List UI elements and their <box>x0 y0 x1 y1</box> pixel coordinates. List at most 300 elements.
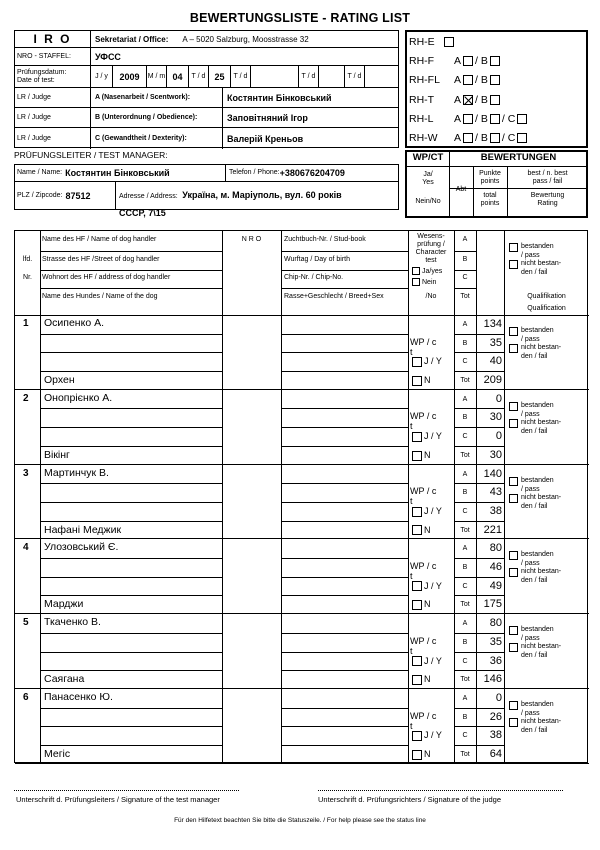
pass-label-en: / pass <box>521 410 540 418</box>
fail-label: nicht bestan- <box>521 643 562 651</box>
wpct-label-1: WP / c <box>410 710 437 721</box>
score-label-a: A <box>462 695 468 702</box>
office-cell <box>90 31 400 47</box>
day-value: 25 <box>208 66 230 87</box>
score-label-a: A <box>462 470 468 478</box>
pass-label: bestanden <box>521 551 554 559</box>
fail-label: nicht bestan- <box>521 344 562 351</box>
judge-a-section: A (Nasenarbeit / Scentwork): <box>90 88 222 107</box>
score-label-tot: Tot <box>460 526 470 534</box>
wpct-label-2: t <box>410 421 413 432</box>
wpct-yes-label: J / Y <box>424 730 442 741</box>
th-lfd: lfd. <box>22 256 33 263</box>
judge-signature-label: Unterschrift d. Prüfungsrichters / Signature of the judge <box>318 795 502 804</box>
help-text: Für den Hilfetext beachten Sie bitte die Statuszeile. / For help please see the status line <box>174 817 426 824</box>
th-pass-checkbox <box>509 243 518 252</box>
office-value: A – 5020 Salzburg, Moosstrasse 32 <box>182 34 309 44</box>
date-blank-2 <box>318 66 344 87</box>
rh-l-label: RH-L <box>409 112 434 125</box>
th-b: B <box>462 256 468 263</box>
nro-label: NRO - STAFFEL: <box>17 52 71 60</box>
fail-checkbox[interactable] <box>509 643 518 652</box>
th-tot: Tot <box>460 293 470 300</box>
date-label <box>17 66 90 87</box>
wpct-label-2: t <box>410 346 413 357</box>
date-label-de: Prüfungsdatum: <box>17 68 67 76</box>
pass-checkbox[interactable] <box>509 477 518 486</box>
score-label-b: B <box>462 564 468 572</box>
fail-label-en: den / fail <box>521 652 548 660</box>
wpct-label-1: WP / c <box>410 561 437 572</box>
score-b[interactable]: 35 <box>489 336 502 349</box>
wpct-no-label: N <box>424 375 431 386</box>
score-label-a: A <box>462 321 468 328</box>
rh-t-b-checkbox[interactable] <box>490 95 500 105</box>
rh-fl-label: RH-FL <box>409 74 440 87</box>
wpct-no-label: N <box>424 674 431 685</box>
pass-checkbox[interactable] <box>509 551 518 560</box>
manager-zip: 87512 <box>65 190 91 201</box>
wpct-yes-label: J / Y <box>424 356 442 367</box>
pass-fail-block <box>509 626 561 660</box>
rh-f[interactable] <box>407 51 586 70</box>
wpct-no[interactable] <box>410 749 431 760</box>
judge-b-section: B (Unterordnung / Obedience): <box>90 108 222 127</box>
wpct-label-2: t <box>410 720 413 731</box>
score-label-b: B <box>462 489 468 497</box>
handler-name[interactable]: Осипенко А. <box>44 317 104 329</box>
page-title: BEWERTUNGSLISTE - RATING LIST <box>189 11 411 25</box>
score-b[interactable]: 43 <box>489 486 502 499</box>
pass-fail-block <box>509 551 561 585</box>
manager-phone-cell <box>225 165 400 181</box>
fail-label: nicht bestan- <box>521 418 562 426</box>
pass-checkbox[interactable] <box>509 327 518 336</box>
score-a[interactable]: 0 <box>495 392 502 405</box>
wpct-yes-label: J / Y <box>424 505 442 516</box>
rh-w-label: RH-W <box>409 132 438 145</box>
th-qualification: Qualification <box>527 305 566 312</box>
wpct-label <box>410 711 436 731</box>
score-a[interactable]: 0 <box>495 692 502 704</box>
th-birthday: Wurftag / Day of birth <box>284 256 351 263</box>
date-blank-3 <box>364 66 400 87</box>
ratings-points: points <box>480 178 500 185</box>
score-label-c: C <box>462 657 468 665</box>
rh-t-a-checkbox-checked[interactable] <box>463 95 473 105</box>
rh-w-opt-c: / C <box>501 132 516 145</box>
judge-b-label: LR / Judge <box>17 113 51 121</box>
row-number: 1 <box>23 318 29 329</box>
rh-l-opt-a: A <box>454 112 462 125</box>
wpct-no-label: N <box>424 449 431 460</box>
score-tot[interactable]: 175 <box>483 598 502 611</box>
fail-label: nicht bestan- <box>521 718 562 725</box>
pass-label-en: / pass <box>521 560 540 568</box>
ratings-title: BEWERTUNGEN <box>480 152 557 163</box>
pass-label-en: / pass <box>521 635 540 643</box>
fail-checkbox[interactable] <box>509 494 518 503</box>
score-label-b: B <box>462 638 468 646</box>
ratings-total-points: points <box>480 200 500 207</box>
wpct-yes: Yes <box>422 179 434 186</box>
score-a[interactable]: 134 <box>483 318 502 330</box>
table-row <box>15 390 589 465</box>
fail-checkbox[interactable] <box>509 568 518 577</box>
row-number: 2 <box>23 392 29 404</box>
th-handler-street: Strasse des HF /Street of dog handler <box>42 256 160 263</box>
judge-row-c <box>15 128 398 149</box>
pass-checkbox[interactable] <box>509 626 518 635</box>
score-label-b: B <box>462 414 468 422</box>
rh-l-opt-c: / C <box>501 112 516 125</box>
score-label-tot: Tot <box>460 377 470 385</box>
score-c[interactable]: 38 <box>489 729 502 742</box>
wpct-no-checkbox[interactable] <box>412 376 422 386</box>
th-a: A <box>462 236 468 243</box>
fail-label-en: den / fail <box>521 353 548 360</box>
manager-phone-label: Telefon / Phone: <box>229 169 280 176</box>
dog-name[interactable]: Вікінг <box>44 448 70 461</box>
table-row <box>15 689 589 764</box>
pass-fail-block <box>509 477 561 511</box>
row-number: 4 <box>23 542 29 554</box>
rh-t-opt-a: A <box>454 93 462 106</box>
rh-w-opt-b: / B <box>475 132 488 145</box>
score-c[interactable]: 0 <box>495 430 502 443</box>
handler-name[interactable]: Панасенко Ю. <box>44 691 113 703</box>
rh-f-label: RH-F <box>409 54 435 67</box>
score-tot[interactable]: 221 <box>483 523 502 536</box>
score-label-c: C <box>462 732 468 740</box>
rh-t-opt-b: / B <box>475 93 488 106</box>
th-character-yes <box>412 267 442 276</box>
score-label-c: C <box>462 582 468 590</box>
judge-c-section: C (Gewandtheit / Dexterity): <box>90 128 222 149</box>
ratings-punkte: Punkte <box>479 170 501 177</box>
rh-w[interactable] <box>407 129 586 148</box>
score-b[interactable]: 26 <box>489 710 502 723</box>
wpct-label-1: WP / c <box>410 336 437 347</box>
date-blank-1 <box>250 66 298 87</box>
rh-l[interactable] <box>407 109 586 128</box>
wpct-label <box>410 561 436 581</box>
rh-fl-opt-b: / B <box>475 74 488 87</box>
wpct-yes[interactable] <box>410 431 442 442</box>
score-c[interactable]: 49 <box>489 579 502 592</box>
rh-f-b-checkbox[interactable] <box>490 56 500 66</box>
wpct-no[interactable] <box>410 525 431 536</box>
wpct-yes-checkbox[interactable] <box>412 731 422 741</box>
th-fail-checkbox <box>509 260 518 269</box>
manager-name: Костянтин Бінковський <box>65 168 170 178</box>
row-number: 3 <box>23 467 29 479</box>
wpct-title: WP/CT <box>412 152 444 163</box>
th-nr: Nr. <box>23 274 32 281</box>
rh-t-label: RH-T <box>409 93 435 106</box>
test-manager-heading: PRÜFUNGSLEITER / TEST MANAGER: <box>14 150 168 160</box>
wpct-label <box>410 486 436 506</box>
pass-label: bestanden <box>521 476 554 484</box>
pass-checkbox[interactable] <box>509 402 518 411</box>
wpct-label <box>410 337 436 357</box>
judge-a-name: Костянтин Бінковський <box>222 88 400 107</box>
judge-b-name: Заповітняний Ігор <box>222 108 400 127</box>
dog-name[interactable]: Саягана <box>44 673 85 686</box>
score-a[interactable]: 80 <box>489 617 502 630</box>
th-chip: Chip-Nr. / Chip-No. <box>284 274 344 281</box>
th-no-label: Nein <box>422 278 437 286</box>
wpct-yes-checkbox[interactable] <box>412 432 422 442</box>
row-number: 6 <box>23 692 29 703</box>
th-handler-name: Name des HF / Name of dog handler <box>42 236 157 243</box>
th-pass-label: bestanden <box>521 243 554 250</box>
fail-checkbox[interactable] <box>509 419 518 428</box>
dog-name[interactable]: Орхен <box>44 374 75 387</box>
pass-label: bestanden <box>521 701 554 708</box>
wpct-no-checkbox[interactable] <box>412 525 422 535</box>
header-row-nro <box>15 48 398 66</box>
rh-e[interactable] <box>407 32 586 51</box>
th-fail-label: nicht bestan- <box>521 260 562 267</box>
dog-name[interactable]: Мегіс <box>44 748 71 761</box>
score-a[interactable]: 80 <box>489 542 502 555</box>
ratings-best: best / n. best <box>527 170 568 177</box>
th-qualifikation: Qualifikation <box>527 293 566 300</box>
wpct-nein: Nein/No <box>415 198 441 205</box>
manager-signature-label: Unterschrift d. Prüfungsleiters / Signature of the test manager <box>16 795 220 804</box>
score-c[interactable]: 38 <box>489 504 502 517</box>
manager-address-line-1: Україна, м. Маріуполь, вул. 60 років <box>182 190 342 200</box>
rh-class-box <box>405 30 588 148</box>
rh-l-b-checkbox[interactable] <box>490 114 500 124</box>
day-label-4: T / d <box>344 66 364 87</box>
score-tot[interactable]: 146 <box>483 673 502 686</box>
fail-checkbox[interactable] <box>509 718 518 727</box>
manager-zip-cell <box>17 182 115 209</box>
rh-fl-b-checkbox[interactable] <box>490 75 500 85</box>
pass-fail-block <box>509 701 561 735</box>
score-tot[interactable]: 30 <box>489 448 502 461</box>
pass-label-en: / pass <box>521 710 540 717</box>
th-dog-name: Name des Hundes / Name of the dog <box>42 293 158 300</box>
wpct-label <box>410 411 436 431</box>
table-row <box>15 465 589 540</box>
fail-label-en: den / fail <box>521 427 548 435</box>
fail-label: nicht bestan- <box>521 568 562 576</box>
rh-l-opt-b: / B <box>475 112 488 125</box>
day-label: T / d <box>188 66 208 87</box>
th-character-no <box>412 278 436 287</box>
fail-checkbox[interactable] <box>509 344 518 353</box>
table-row <box>15 614 589 689</box>
score-label-a: A <box>462 545 468 553</box>
judge-signature-line[interactable] <box>318 790 563 791</box>
score-b[interactable]: 46 <box>489 561 502 574</box>
year-label: J / y <box>90 66 112 87</box>
pass-label-en: / pass <box>521 336 540 343</box>
org-name: I R O <box>33 32 72 46</box>
manager-name-cell <box>17 165 225 181</box>
rh-f-a-checkbox[interactable] <box>463 56 473 66</box>
wpct-yes-label: J / Y <box>424 431 442 442</box>
wpct-no-label: N <box>424 749 431 760</box>
wpct-yes-checkbox[interactable] <box>412 656 422 666</box>
th-fail-en: den / fail <box>521 269 548 276</box>
ratings-rating: Rating <box>537 200 558 207</box>
table-row <box>15 539 589 614</box>
test-manager-block <box>14 150 399 218</box>
pass-label: bestanden <box>521 626 554 634</box>
manager-signature-line[interactable] <box>14 790 239 791</box>
office-label: Sekretariat / Office: <box>95 34 169 44</box>
handler-name[interactable]: Улозовський Є. <box>44 541 119 554</box>
judge-c-name: Валерій Креньов <box>222 128 400 149</box>
score-label-a: A <box>462 395 468 403</box>
fail-label-en: den / fail <box>521 502 548 510</box>
rh-w-a-checkbox[interactable] <box>463 133 473 143</box>
rh-t[interactable] <box>407 90 586 109</box>
wpct-yes[interactable] <box>410 656 442 667</box>
wpct-yes-checkbox[interactable] <box>412 507 422 517</box>
year-value: 2009 <box>112 66 146 87</box>
wpct-label-1: WP / c <box>410 486 437 497</box>
manager-zip-label: PLZ / Zipcode: <box>17 191 63 199</box>
wpct-no-checkbox[interactable] <box>412 675 422 685</box>
table-row <box>15 315 589 390</box>
th-handler-address: Wohnort des HF / address of dog handler <box>42 274 171 281</box>
score-c[interactable]: 40 <box>489 355 502 368</box>
ratings-bewertung: Bewertung <box>530 192 565 199</box>
wpct-yes-label: J / Y <box>424 655 442 666</box>
th-character-no-2: /No <box>425 293 437 300</box>
score-a[interactable]: 140 <box>483 467 502 480</box>
score-label-b: B <box>462 339 468 347</box>
rh-l-c-checkbox[interactable] <box>517 114 527 124</box>
wpct-no[interactable] <box>410 450 431 461</box>
wpct-no[interactable] <box>410 375 431 386</box>
rh-fl-a-checkbox[interactable] <box>463 75 473 85</box>
th-studbook: Zuchtbuch-Nr. / Stud-book <box>284 236 366 243</box>
manager-row-address <box>14 182 399 218</box>
score-b[interactable]: 30 <box>489 411 502 424</box>
th-no-checkbox <box>412 278 420 286</box>
score-label-c: C <box>462 358 468 366</box>
rh-w-b-checkbox[interactable] <box>490 133 500 143</box>
th-character-3: Character <box>415 249 447 256</box>
wpct-yes[interactable] <box>410 581 442 592</box>
header-row-office <box>15 31 398 48</box>
wpct-yes[interactable] <box>410 506 442 517</box>
manager-name-label: Name / Name: <box>17 169 63 176</box>
rh-f-opt-b: / B <box>475 54 488 67</box>
score-label-c: C <box>462 507 468 515</box>
th-character-4: test <box>425 257 437 264</box>
pass-checkbox[interactable] <box>509 701 518 710</box>
th-yes-label: Ja/yes <box>422 267 443 275</box>
rh-fl[interactable] <box>407 71 586 90</box>
wpct-label-2: t <box>410 645 413 656</box>
manager-row-name <box>14 164 399 182</box>
wpct-ratings-box <box>405 150 588 218</box>
score-tot[interactable]: 64 <box>489 748 502 761</box>
wpct-no-checkbox[interactable] <box>412 600 422 610</box>
handler-name[interactable]: Ткаченко В. <box>44 616 101 629</box>
th-character-2: prüfung / <box>417 241 445 248</box>
handler-name[interactable]: Мартинчук В. <box>44 466 109 479</box>
ratings-abt: Abt <box>455 186 467 193</box>
nro-value: УФСС <box>90 48 400 65</box>
pass-label-en: / pass <box>521 485 540 493</box>
judge-row-b <box>15 108 398 128</box>
score-tot[interactable]: 209 <box>483 374 502 387</box>
score-label-tot: Tot <box>460 601 470 609</box>
wpct-no[interactable] <box>410 674 431 685</box>
dog-name[interactable]: Нафані Меджик <box>44 523 122 536</box>
wpct-yes[interactable] <box>410 356 442 367</box>
header-row-date <box>15 66 398 88</box>
wpct-no[interactable] <box>410 599 431 610</box>
wpct-label-2: t <box>410 496 413 507</box>
wpct-no-label: N <box>424 599 431 610</box>
rh-w-c-checkbox[interactable] <box>517 133 527 143</box>
ratings-total: total <box>483 192 497 199</box>
manager-address-line-2: СССР, 7\15 <box>119 208 166 218</box>
wpct-yes-checkbox[interactable] <box>412 357 422 367</box>
rating-table <box>14 230 588 763</box>
score-label-a: A <box>462 620 468 628</box>
rh-e-label: RH-E <box>409 35 435 48</box>
th-c: C <box>462 274 468 281</box>
score-label-b: B <box>462 713 468 721</box>
day-label-3: T / d <box>298 66 318 87</box>
judge-c-label: LR / Judge <box>17 134 51 142</box>
score-label-tot: Tot <box>460 676 470 684</box>
pass-fail-block <box>509 402 561 436</box>
day-label-2: T / d <box>230 66 250 87</box>
wpct-no-checkbox[interactable] <box>412 451 422 461</box>
th-breed-sex: Rasse+Geschlecht / Breed+Sex <box>284 293 384 300</box>
score-label-tot: Tot <box>460 751 470 759</box>
score-b[interactable]: 35 <box>489 635 502 648</box>
handler-name[interactable]: Онопрієнко А. <box>44 391 113 404</box>
judge-row-a <box>15 88 398 108</box>
dog-name[interactable]: Марджи <box>44 598 84 611</box>
wpct-label-2: t <box>410 571 413 582</box>
manager-address-label: Adresse / Address: <box>119 193 178 200</box>
pass-label: bestanden <box>521 401 554 409</box>
wpct-no-checkbox[interactable] <box>412 750 422 760</box>
th-pass-en: / pass <box>521 252 540 259</box>
wpct-label <box>410 636 436 656</box>
wpct-yes-checkbox[interactable] <box>412 581 422 591</box>
rh-fl-opt-a: A <box>454 74 462 87</box>
pass-fail-block <box>509 327 561 361</box>
rh-l-a-checkbox[interactable] <box>463 114 473 124</box>
fail-label-en: den / fail <box>521 577 548 585</box>
wpct-yes-label: J / Y <box>424 580 442 591</box>
th-pass-block <box>509 243 561 277</box>
th-yes-checkbox <box>412 267 420 275</box>
wpct-yes[interactable] <box>410 730 442 741</box>
fail-label-en: den / fail <box>521 727 548 734</box>
manager-phone: +380676204709 <box>279 168 345 178</box>
row-number: 5 <box>23 617 29 629</box>
rh-e-checkbox[interactable] <box>444 37 454 47</box>
month-value: 04 <box>166 66 188 87</box>
judge-a-label: LR / Judge <box>17 93 51 101</box>
score-c[interactable]: 36 <box>489 654 502 667</box>
